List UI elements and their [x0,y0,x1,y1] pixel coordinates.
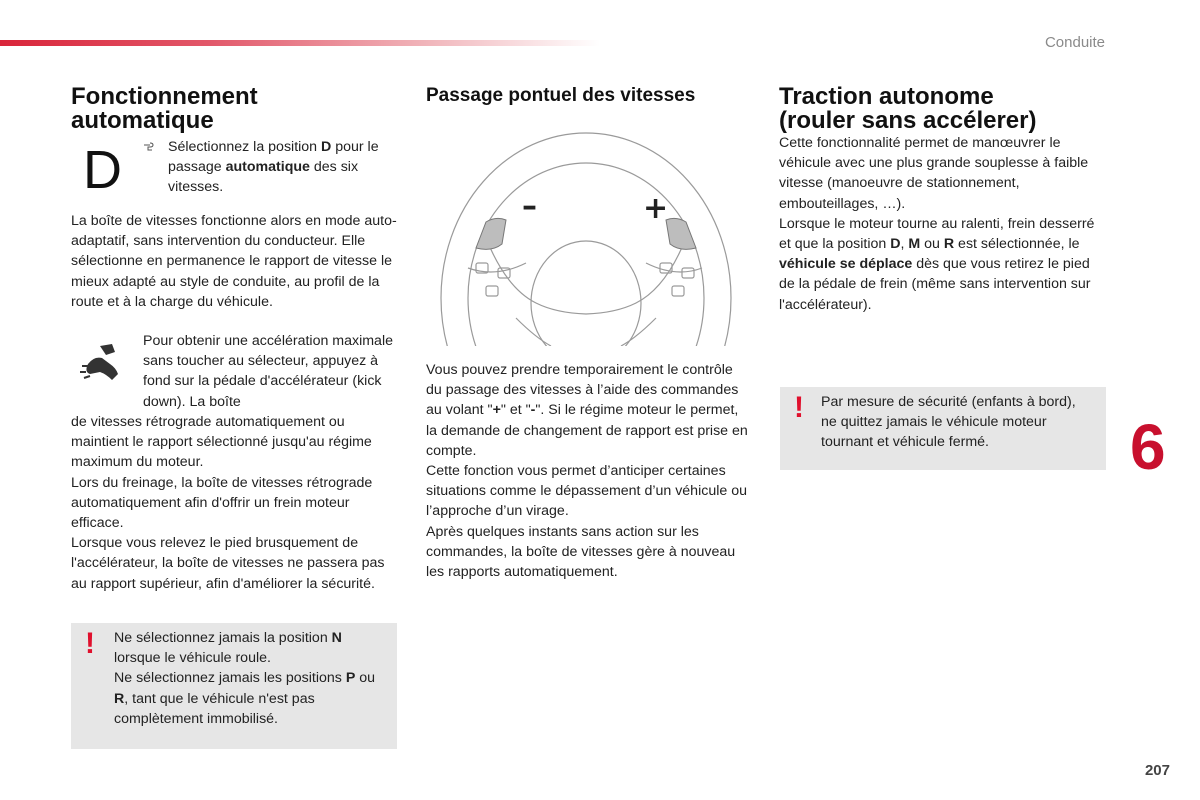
creep-paragraph-1: Cette fonctionnalité permet de manœuvrer le véhicule avec une plus grande souplesse à faible vitesse (manoeuvre de stationnement, embouteillages, …). [779,135,1089,212]
column-manual-shift [426,85,746,107]
warning-box-safety [780,387,1106,470]
warning-text-positions: Ne sélectionnez jamais la position N lorsque le véhicule roule. Ne sélectionnez jamais les positions P ou R, tant que le véhicule n'est pas complètement immobilisé. [114,630,376,727]
bullet-text-3: des six vitesses. [168,159,359,196]
creep-title [779,85,1109,133]
automatic-title [71,85,401,133]
bullet-bold-2: automatique [225,159,310,176]
warning-box-positions [71,623,397,749]
manual-shift-title: Passage pontuel des vitesses [426,85,696,106]
paddle-plus-label: + [643,191,669,226]
column-automatic [71,85,401,133]
column-creep [779,85,1109,133]
manual-shift-paragraph-a: Vous pouvez prendre temporairement le contrôle du passage des vitesses à l’aide des commandes au volant "+" et "-". Si le régime moteur le permet, la demande de changement de rapport est prise en compte. [426,362,748,459]
bullet-select-d [168,137,400,198]
paddle-minus-label: – [522,189,537,224]
manual-shift-text [426,360,748,582]
pointing-hand-icon [143,139,159,153]
auto-mode-paragraph: La boîte de vitesses fonctionne alors en mode auto-adaptatif, sans intervention du conducteur. Elle sélectionne en permanence le rapport de vitesse le mieux adapté au style de conduite, au profil de la route et à la charge du véhicule. [71,213,397,310]
kickdown-rest: de vitesses rétrograde automatiquement ou maintient le rapport sélectionné jusqu'au régime maximum du moteur. Lors du freinage, la boîte de vitesses rétrograde automatiquement afin d'offrir un frein moteur efficace. Lorsque vous relevez le pied brusquement de l'accélérateur, la boîte de vitesses ne passera pas au rapport supérieur, afin d'améliorer la sécurité. [71,412,397,594]
braking-paragraph: Lors du freinage, la boîte de vitesses rétrograde automatiquement afin d'offrir un frein moteur efficace. [71,474,373,532]
creep-text [779,133,1109,315]
manual-shift-paragraph-c: Après quelques instants sans action sur les commandes, la boîte de vitesses gère à nouveau les rapports automatiquement. [426,523,736,581]
exclamation-icon: ! [794,391,804,424]
automatic-title-line1: Fonctionnement [71,83,258,110]
kickdown-intro: Pour obtenir une accélération maximale sans toucher au sélecteur, appuyez à fond sur la pédale d'accélérateur (kick down). La boîte [143,333,393,410]
lift-foot-paragraph: Lorsque vous relevez le pied brusquement de l'accélérateur, la boîte de vitesses ne passera pas au rapport supérieur, afin d'améliorer la sécurité. [71,535,385,592]
gear-letter-d: D [83,140,122,200]
automatic-title-line2: automatique [71,107,214,134]
bullet-bold-1: D [321,139,332,155]
section-title: Conduite [1044,34,1105,51]
manual-shift-paragraph-b: Cette fonction vous permet d’anticiper certaines situations comme le dépassement d’un véhicule ou l’approche d’un virage. [426,463,747,520]
creep-paragraph-2: Lorsque le moteur tourne au ralenti, frein desserré et que la position D, M ou R est sélectionnée, le véhicule se déplace dès que vous retirez le pied de la pédale de frein (même sans intervention sur l'accélérateur). [779,215,1095,313]
chapter-number: 6 [1130,411,1166,483]
foot-pedal-icon [78,342,124,384]
creep-title-line1: Traction autonome [779,83,994,110]
page-number: 207 [1144,762,1170,779]
bullet-text-1: Sélectionnez la position [168,139,322,155]
warning-text-safety: Par mesure de sécurité (enfants à bord), ne quittez jamais le véhicule moteur tournant et véhicule fermé. [821,394,1076,451]
header-accent-bar [0,40,600,46]
exclamation-icon: ! [85,627,95,660]
creep-title-line2: (rouler sans accélerer) [779,107,1037,134]
bullet-text-2: pour le passage [168,139,379,176]
steering-wheel-illustration [426,128,744,348]
